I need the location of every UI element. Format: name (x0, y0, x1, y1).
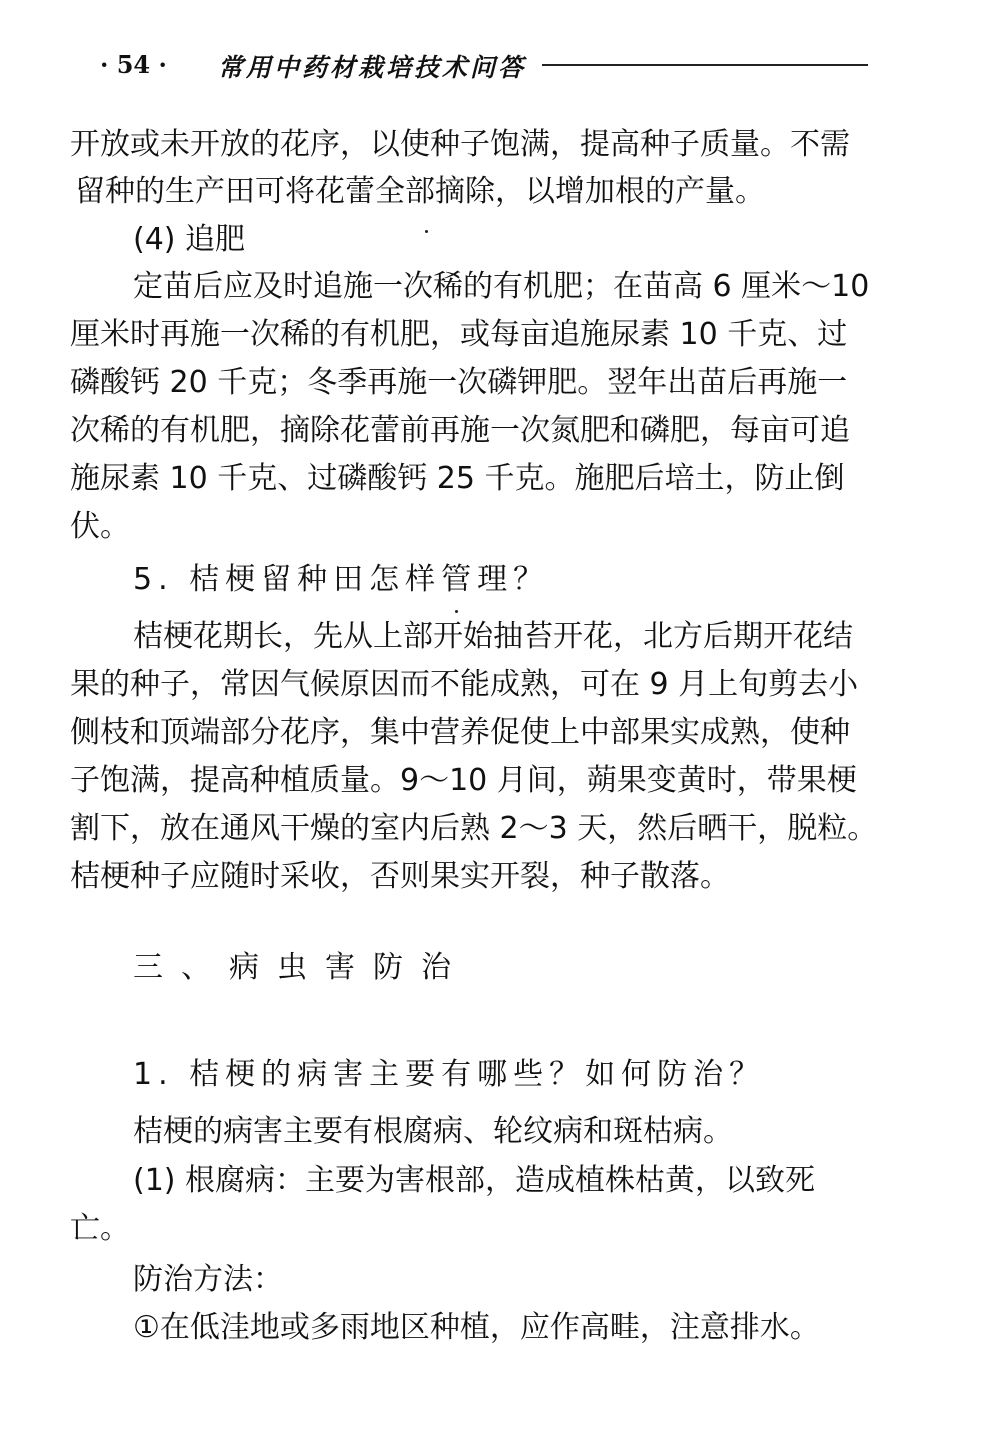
text-line: 开放或未开放的花序，以使种子饱满，提高种子质量。不需 (70, 127, 850, 162)
section-heading-pest-control: 三、病虫害防治 (133, 950, 469, 985)
text-line: (1) 根腐病：主要为害根部，造成植株枯黄，以致死 (133, 1163, 816, 1198)
text-line: 定苗后应及时追施一次稀的有机肥；在苗高 6 厘米～10 (133, 269, 870, 304)
subheading-topdressing: (4) 追肥 (133, 222, 246, 257)
header-rule (542, 64, 868, 66)
question-1-heading: 1. 桔梗的病害主要有哪些？如何防治？ (133, 1057, 766, 1092)
text-line: 次稀的有机肥，摘除花蕾前再施一次氮肥和磷肥，每亩可追 (70, 413, 850, 448)
text-line: 伏。 (70, 509, 130, 544)
page-number: · 54 · (100, 50, 167, 79)
text-line: 割下，放在通风干燥的室内后熟 2～3 天，然后晒干，脱粒。 (70, 811, 878, 846)
scan-speck (425, 230, 428, 233)
text-line: 亡。 (70, 1211, 130, 1246)
scan-speck (455, 610, 458, 613)
text-line: 果的种子，常因气候原因而不能成熟，可在 9 月上旬剪去小 (70, 667, 859, 702)
text-line: ①在低洼地或多雨地区种植，应作高畦，注意排水。 (133, 1310, 820, 1345)
text-line: 磷酸钙 20 千克；冬季再施一次磷钾肥。翌年出苗后再施一 (70, 365, 848, 400)
text-line: 桔梗花期长，先从上部开始抽苔开花，北方后期开花结 (133, 619, 853, 654)
text-line: 桔梗的病害主要有根腐病、轮纹病和斑枯病。 (133, 1114, 733, 1149)
text-line: 厘米时再施一次稀的有机肥，或每亩追施尿素 10 千克、过 (70, 317, 848, 352)
page-header (100, 48, 880, 84)
text-line: 施尿素 10 千克、过磷酸钙 25 千克。施肥后培土，防止倒 (70, 461, 845, 496)
text-line: 侧枝和顶端部分花序，集中营养促使上中部果实成熟，使种 (70, 715, 850, 750)
text-line: 留种的生产田可将花蕾全部摘除，以增加根的产量。 (75, 174, 765, 209)
question-5-heading: 5. 桔梗留种田怎样管理？ (133, 562, 550, 597)
running-title: 常用中药材栽培技术问答 (218, 53, 527, 82)
subheading-control-methods: 防治方法： (133, 1262, 283, 1297)
text-line: 子饱满，提高种植质量。9～10 月间，蒴果变黄时，带果梗 (70, 763, 857, 798)
text-line: 桔梗种子应随时采收，否则果实开裂，种子散落。 (70, 859, 730, 894)
